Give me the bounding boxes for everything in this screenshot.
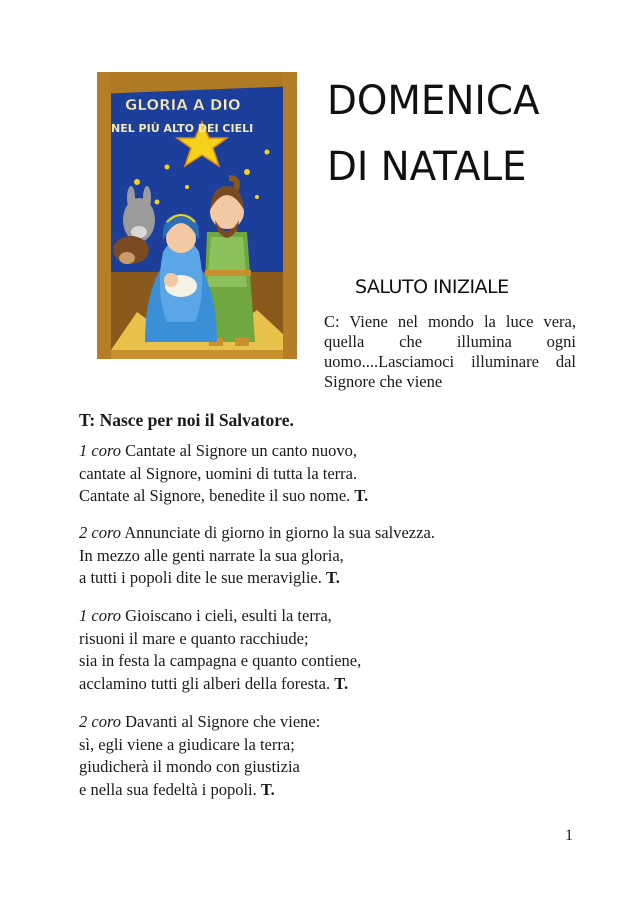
banner-text-2: NEL PIÙ ALTO DEI CIELI	[111, 122, 254, 135]
stanza-line: Davanti al Signore che viene:	[121, 712, 321, 731]
stanza-line: sia in festa la campagna e quanto contiene,	[79, 651, 362, 670]
stanza	[79, 711, 320, 801]
nativity-illustration	[97, 72, 297, 359]
section-heading: SALUTO INIZIALE	[355, 276, 509, 298]
stanza-line: giudicherà il mondo con giustizia	[79, 757, 300, 776]
banner-text-1: GLORIA A DIO	[125, 96, 241, 114]
choir-label: 2 coro	[79, 712, 122, 731]
stanza	[79, 522, 435, 590]
stanza	[79, 440, 368, 508]
intro-paragraph: C: Viene nel mondo la luce vera, quella che illumina ogni uomo....Lasciamoci illuminare dal Signore che viene	[324, 312, 576, 391]
stanza-line: acclamino tutti gli alberi della foresta.	[79, 673, 335, 693]
response-marker: T.	[260, 779, 275, 799]
stanza	[79, 605, 361, 695]
choir-label: 1 coro	[79, 441, 122, 460]
stanza-line: Cantate al Signore un canto nuovo,	[121, 441, 358, 460]
stanza-line: Annunciate di giorno in giorno la sua salvezza.	[121, 523, 435, 542]
stanza-line: cantate al Signore, uomini di tutta la terra.	[79, 463, 358, 483]
page-title-line-1: DOMENICA	[327, 78, 540, 124]
stanza-line: e nella sua fedeltà i popoli.	[79, 779, 261, 799]
ox	[113, 236, 149, 264]
stanza-line: In mezzo alle genti narrate la sua gloria,	[79, 545, 344, 565]
page-title-line-2: DI NATALE	[327, 144, 527, 190]
stanza-line: sì, egli viene a giudicare la terra;	[79, 734, 295, 754]
stanza-line: risuoni il mare e quanto racchiude;	[79, 628, 309, 648]
response-marker: T.	[325, 568, 340, 587]
stanza-line: a tutti i popoli dite le sue meraviglie.	[79, 568, 326, 587]
response-marker: T.	[354, 486, 369, 505]
choir-label: 2 coro	[79, 523, 122, 542]
page-number: 1	[565, 827, 573, 844]
choir-label: 1 coro	[79, 606, 122, 625]
stanza-line: Cantate al Signore, benedite il suo nome.	[79, 486, 355, 505]
stanza-line: Gioiscano i cieli, esulti la terra,	[121, 606, 332, 625]
response-marker: T.	[334, 673, 349, 693]
refrain: T: Nasce per noi il Salvatore.	[79, 410, 294, 430]
